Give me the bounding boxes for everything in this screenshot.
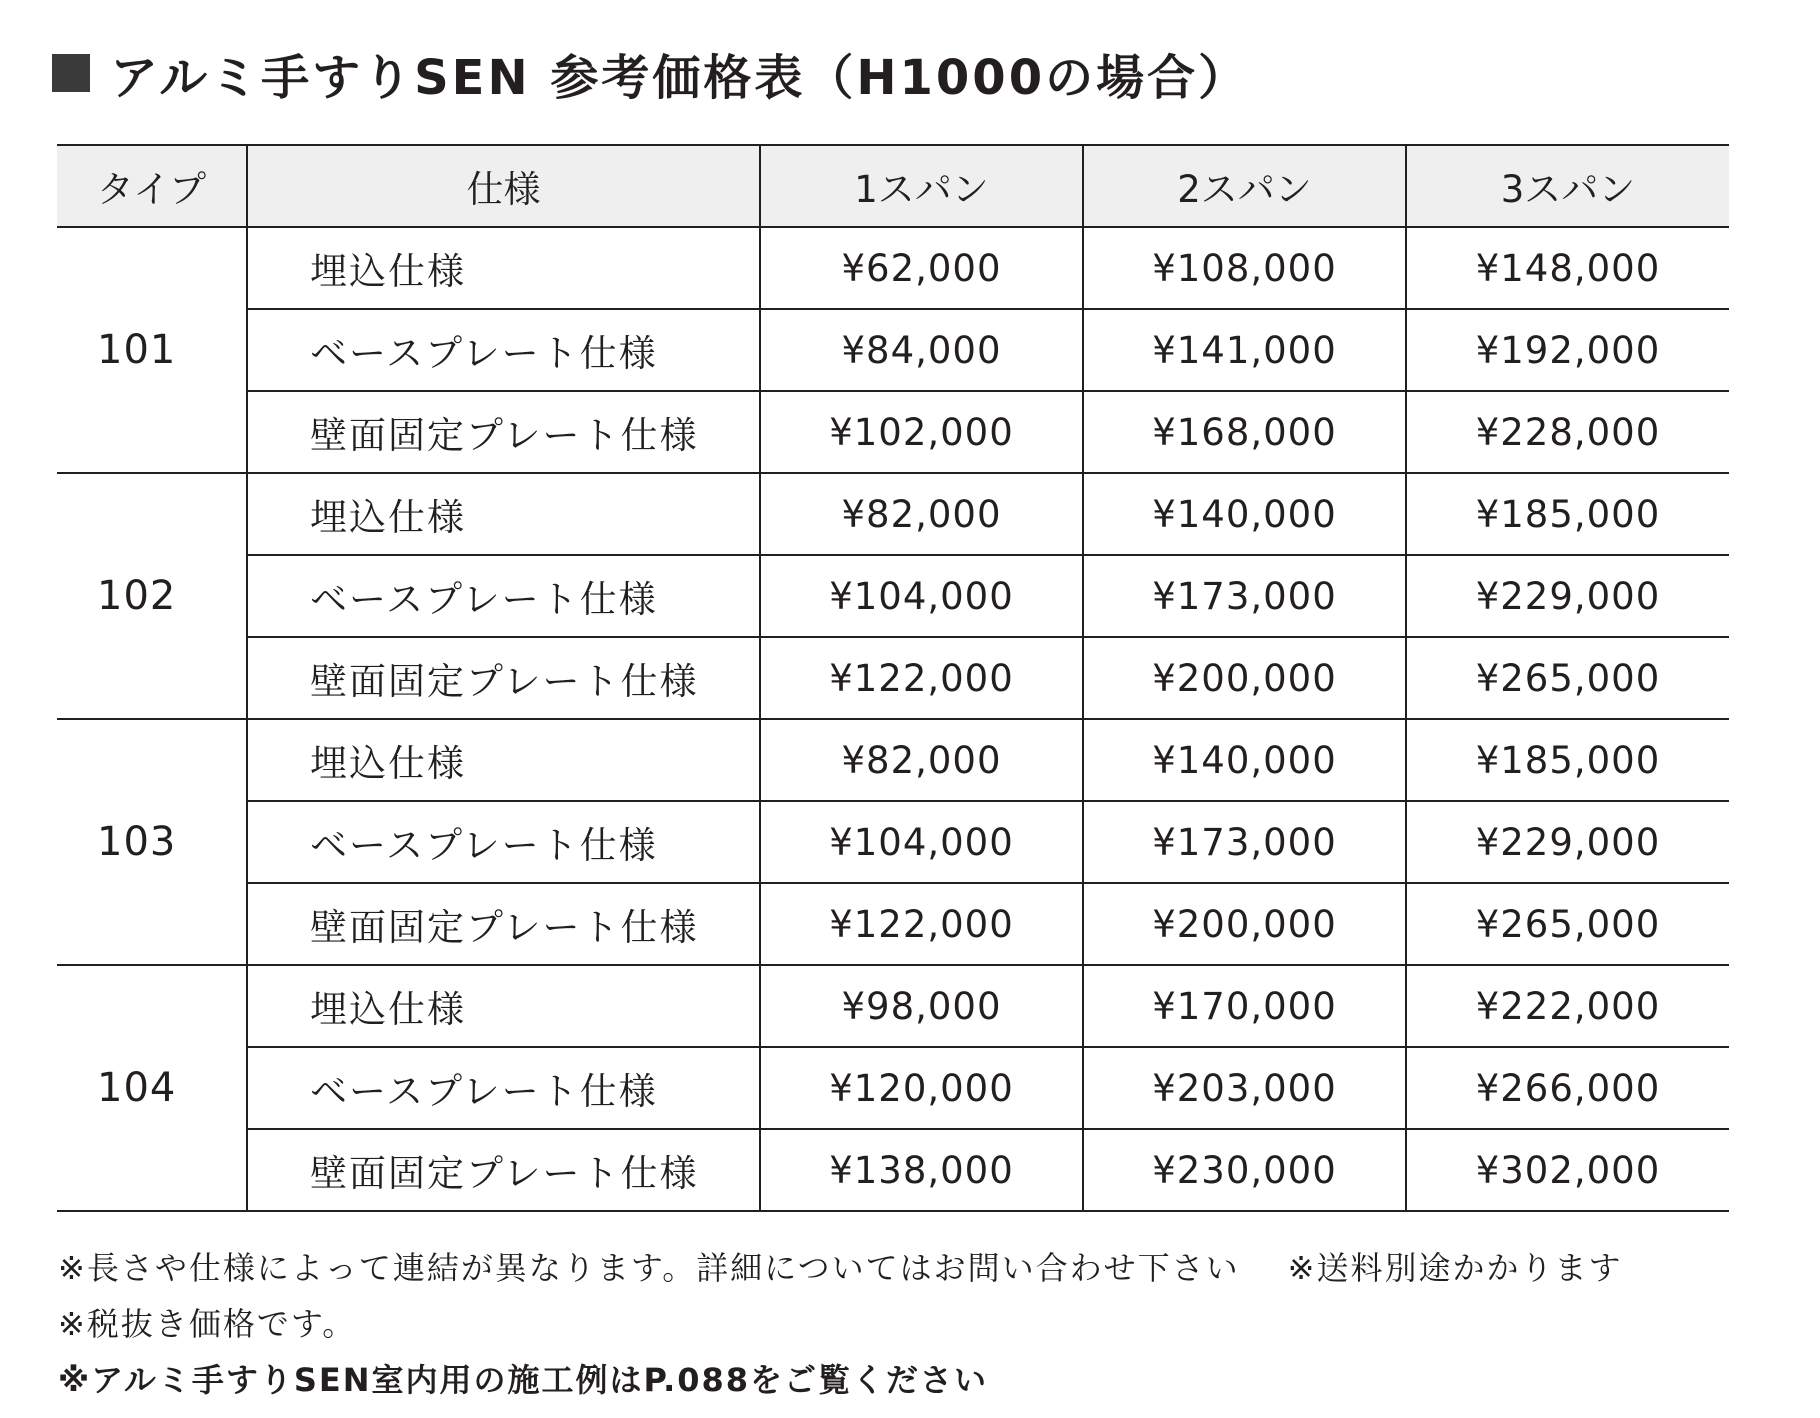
spec-cell: 壁面固定プレート仕様 bbox=[247, 1129, 760, 1211]
page-title bbox=[52, 38, 1249, 108]
table-row bbox=[57, 309, 1729, 391]
price-1span: ¥138,000 bbox=[760, 1129, 1083, 1211]
spec-cell: 埋込仕様 bbox=[247, 473, 760, 555]
price-1span: ¥98,000 bbox=[760, 965, 1083, 1047]
table-row bbox=[57, 965, 1729, 1047]
header-3span: 3スパン bbox=[1406, 145, 1729, 227]
header-spec: 仕様 bbox=[247, 145, 760, 227]
price-2span: ¥140,000 bbox=[1083, 473, 1406, 555]
price-1span: ¥104,000 bbox=[760, 801, 1083, 883]
type-cell: 103 bbox=[57, 719, 247, 965]
table-row bbox=[57, 1047, 1729, 1129]
notes bbox=[58, 1240, 1758, 1408]
table-row bbox=[57, 473, 1729, 555]
table-row bbox=[57, 637, 1729, 719]
page-title-text: アルミ手すりSEN 参考価格表（H1000の場合） bbox=[110, 49, 1250, 106]
price-1span: ¥102,000 bbox=[760, 391, 1083, 473]
price-1span: ¥122,000 bbox=[760, 637, 1083, 719]
price-3span: ¥185,000 bbox=[1406, 473, 1729, 555]
table-row bbox=[57, 391, 1729, 473]
price-1span: ¥84,000 bbox=[760, 309, 1083, 391]
note-reference: ※アルミ手すりSEN室内用の施工例はP.088をご覧ください bbox=[58, 1361, 989, 1399]
table-row bbox=[57, 719, 1729, 801]
price-3span: ¥229,000 bbox=[1406, 801, 1729, 883]
price-2span: ¥108,000 bbox=[1083, 227, 1406, 309]
price-2span: ¥168,000 bbox=[1083, 391, 1406, 473]
spec-cell: ベースプレート仕様 bbox=[247, 1047, 760, 1129]
price-1span: ¥104,000 bbox=[760, 555, 1083, 637]
price-3span: ¥185,000 bbox=[1406, 719, 1729, 801]
price-2span: ¥141,000 bbox=[1083, 309, 1406, 391]
spec-cell: 壁面固定プレート仕様 bbox=[247, 391, 760, 473]
spec-cell: ベースプレート仕様 bbox=[247, 309, 760, 391]
spec-cell: ベースプレート仕様 bbox=[247, 801, 760, 883]
table-row bbox=[57, 227, 1729, 309]
price-3span: ¥222,000 bbox=[1406, 965, 1729, 1047]
price-1span: ¥122,000 bbox=[760, 883, 1083, 965]
table-row bbox=[57, 801, 1729, 883]
header-row bbox=[57, 145, 1729, 227]
price-3span: ¥229,000 bbox=[1406, 555, 1729, 637]
table-row bbox=[57, 883, 1729, 965]
spec-cell: 埋込仕様 bbox=[247, 719, 760, 801]
price-2span: ¥200,000 bbox=[1083, 637, 1406, 719]
price-3span: ¥302,000 bbox=[1406, 1129, 1729, 1211]
spec-cell: 壁面固定プレート仕様 bbox=[247, 883, 760, 965]
price-1span: ¥82,000 bbox=[760, 473, 1083, 555]
header-1span: 1スパン bbox=[760, 145, 1083, 227]
price-3span: ¥228,000 bbox=[1406, 391, 1729, 473]
note-shipping: ※送料別途かかります bbox=[1287, 1249, 1623, 1287]
price-1span: ¥82,000 bbox=[760, 719, 1083, 801]
price-2span: ¥200,000 bbox=[1083, 883, 1406, 965]
spec-cell: 埋込仕様 bbox=[247, 965, 760, 1047]
price-1span: ¥62,000 bbox=[760, 227, 1083, 309]
type-cell: 102 bbox=[57, 473, 247, 719]
note-contact: ※長さや仕様によって連結が異なります。詳細についてはお問い合わせ下さい bbox=[58, 1249, 1240, 1287]
price-2span: ¥170,000 bbox=[1083, 965, 1406, 1047]
note-line-1 bbox=[58, 1240, 1758, 1296]
price-3span: ¥266,000 bbox=[1406, 1047, 1729, 1129]
price-2span: ¥173,000 bbox=[1083, 555, 1406, 637]
price-table bbox=[57, 144, 1729, 1212]
price-3span: ¥192,000 bbox=[1406, 309, 1729, 391]
type-cell: 101 bbox=[57, 227, 247, 473]
price-3span: ¥265,000 bbox=[1406, 883, 1729, 965]
price-2span: ¥230,000 bbox=[1083, 1129, 1406, 1211]
type-cell: 104 bbox=[57, 965, 247, 1211]
table-row bbox=[57, 555, 1729, 637]
header-type: タイプ bbox=[57, 145, 247, 227]
spec-cell: 壁面固定プレート仕様 bbox=[247, 637, 760, 719]
header-2span: 2スパン bbox=[1083, 145, 1406, 227]
price-3span: ¥265,000 bbox=[1406, 637, 1729, 719]
price-1span: ¥120,000 bbox=[760, 1047, 1083, 1129]
note-tax: ※税抜き価格です。 bbox=[58, 1305, 357, 1343]
spec-cell: 埋込仕様 bbox=[247, 227, 760, 309]
spec-cell: ベースプレート仕様 bbox=[247, 555, 760, 637]
price-3span: ¥148,000 bbox=[1406, 227, 1729, 309]
price-2span: ¥203,000 bbox=[1083, 1047, 1406, 1129]
price-2span: ¥140,000 bbox=[1083, 719, 1406, 801]
price-2span: ¥173,000 bbox=[1083, 801, 1406, 883]
square-bullet-icon bbox=[52, 54, 90, 92]
table-row bbox=[57, 1129, 1729, 1211]
